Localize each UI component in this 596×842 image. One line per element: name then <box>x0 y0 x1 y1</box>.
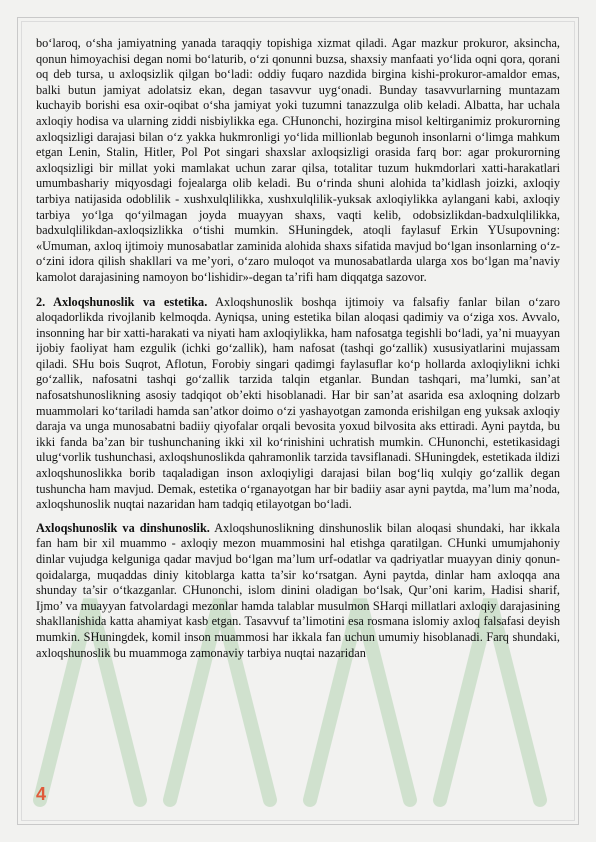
paragraph-2 <box>36 295 560 513</box>
paragraph-1-text: bo‘laroq, o‘sha jamiyatning yanada taraqqiy topishiga xizmat qiladi. Agar mazkur prokuror, aksincha, qonun himoyachisi degan nomi bo‘laturib, o‘zi qonunni buzsa, shaxsiy manfaati yo‘lida oqni qora, qorani oq deb tursa, u axloqsizlik qilgan bo‘ladi: oddiy fuqaro nazdida birgina kishi-prokuror-amaldor emas, balki butun jamiyat adolatsiz ekan, degan tasavvur uyg‘onadi. Bunday tasavvurlarning muntazam kuchayib borishi esa oxir-oqibat o‘sha jamiyat yoki tuzumni tanazzulga olib keladi. Albatta, har uchala axloqiy hodisa va ularning ziddi nisbiylikka ega. CHunonchi, hozirgina misol keltirganimiz prokurorning axloqsizligi darajasi bilan o‘z yakka hukmronligi yo‘lida millionlab begunoh insonlarni o‘limga mahkum etgan Lenin, Stalin, Hitler, Pol Pot singari shaxslar axloqsizligi orasida farq bor: agar prokurorning axloqsizligi bir millat yoki mamlakat uchun zarar qilsa, totalitar tuzum hukmdorlari xatti-harakatlari umumbashariy miqyosdagi fojealarga olib keladi. Bu o‘rinda shuni alohida ta’kidlash joizki, axloqiy tarbiya natijasida odoblilik - xushxulqlilikka, xushxulqlilik-yuksak axloqiylikka aylangani kabi, axloqiy tarbiya yo‘lga qo‘yilmagan joyda muayyan shaxs, vaqti kelib, odobsizlikdan-badxulqlilikka, badxulqlilikdan-axloqsizlikka o‘tishi mumkin. SHuningdek, atoqli faylasuf Erkin YUsupovning: «Umuman, axloq ijtimoiy munosabatlar zaminida alohida shaxs sifatida mavjud bo‘lgan insonlarning o‘z-o‘zini idora qilish shakllari va me’yori, o‘zaro muloqot va munosabatlarda ularga xos bo‘lgan ma’naviy kamolot darajasining namoyon bo‘lishidir»-degan ta’rifi ham diqqatga sazovor. <box>36 36 560 284</box>
paragraph-1 <box>36 36 560 286</box>
paragraph-2-text: Axloqshunoslik boshqa ijtimoiy va falsafiy fanlar bilan o‘zaro aloqadorlikda rivojlanib kelmoqda. Ayniqsa, uning estetika bilan aloqasi qadimiy va o‘ziga xos. Avvalo, insonning har bir xatti-harakati va niyati ham axloqiylikka, ham nafosatga tegishli bo‘ladi, ya’ni muayyan ijobiy faoliyat ham ezgulik (ichki go‘zallik), ham nafosat (tashqi go‘zallik) xususiyatlarini mujassam qiladi. SHu bois Suqrot, Aflotun, Forobiy singari qadimgi faylasuflar ko‘p hollarda axloqiylikni ichki go‘zallik, nafosatni tashqi go‘zallik tarzida talqin etganlar. Bundan tashqari, ma’lumki, san’at nafosatshunoslikning asosiy tadqiqot ob’ekti hisoblanadi. Har bir san’at asarida esa axloqning dolzarb muammolari ko‘tariladi hamda san’atkor doimo o‘zi yashayotgan zamonda erishilgan eng yuksak axloqiy daraja va unga munosabatni badiiy qiyofalar orqali bevosita yoxud bilvosita aks ettiradi. Ayni paytda, bu ikki fanda ba’zan bir tushunchaning ikki xil ko‘rinishini uchratish mumkin. CHunonchi, estetikasidagi ulug‘vorlik tushunchasi, axloqshunoslikda qahramonlik tarzida tavsiflanadi. SHuningdek, estetikada ildizi axloqshunoslikka borib taqaladigan inson axloqiyligi darajasi bilan bog‘liq xulqiy go‘zallik degan tushuncha ham mavjud. Demak, estetika o‘rganayotgan har bir badiiy asar ayni paytda, ma’lum ma’noda, axloqshunoslik nuqtai nazaridan ham tadqiq etilayotgan bo‘ladi. <box>36 294 560 512</box>
paragraph-3-heading: Axloqshunoslik va dinshunoslik. <box>36 520 210 535</box>
paragraph-3 <box>36 521 560 661</box>
page-number: 4 <box>36 784 47 804</box>
body-text <box>36 36 560 669</box>
paragraph-2-heading: 2. Axloqshunoslik va estetika. <box>36 294 208 309</box>
paragraph-3-text: Axloqshunoslikning dinshunoslik bilan aloqasi shundaki, har ikkala fan ham bir xil muammo - axloqiy mezon muammosini hal etishga qaratilgan. CHunki umumjahoniy dinlar vujudga kelguniga qadar mavjud bo‘lgan ma’lum urf-odatlar va qadriyatlar muayyan diniy qonun-qoidalarga, muqaddas diniy kitoblarga katta ta’sir ko‘rsatgan. Ayni paytda, dinlar ham axloqqa ana shunday ta’sir o‘tkazganlar. CHunonchi, islom dinini oladigan bo‘lsak, Qur’oni karim, Hadisi sharif, Ijmo’ va muayyan fatvolardagi mezonlar hamda talablar musulmon SHarqi millatlari axloqiy darajasining shakllanishida katta ahamiyat kasb etgan. Tasavvuf ta’limotini esa rosmana islomiy axloq falsafasi deyish mumkin. SHuningdek, komil inson muammosi har ikkala fan uchun umumiy hisoblanadi. Farq shundaki, axloqshunoslik bu muammoga zamonaviy tarbiya nuqtai nazaridan <box>36 520 560 660</box>
